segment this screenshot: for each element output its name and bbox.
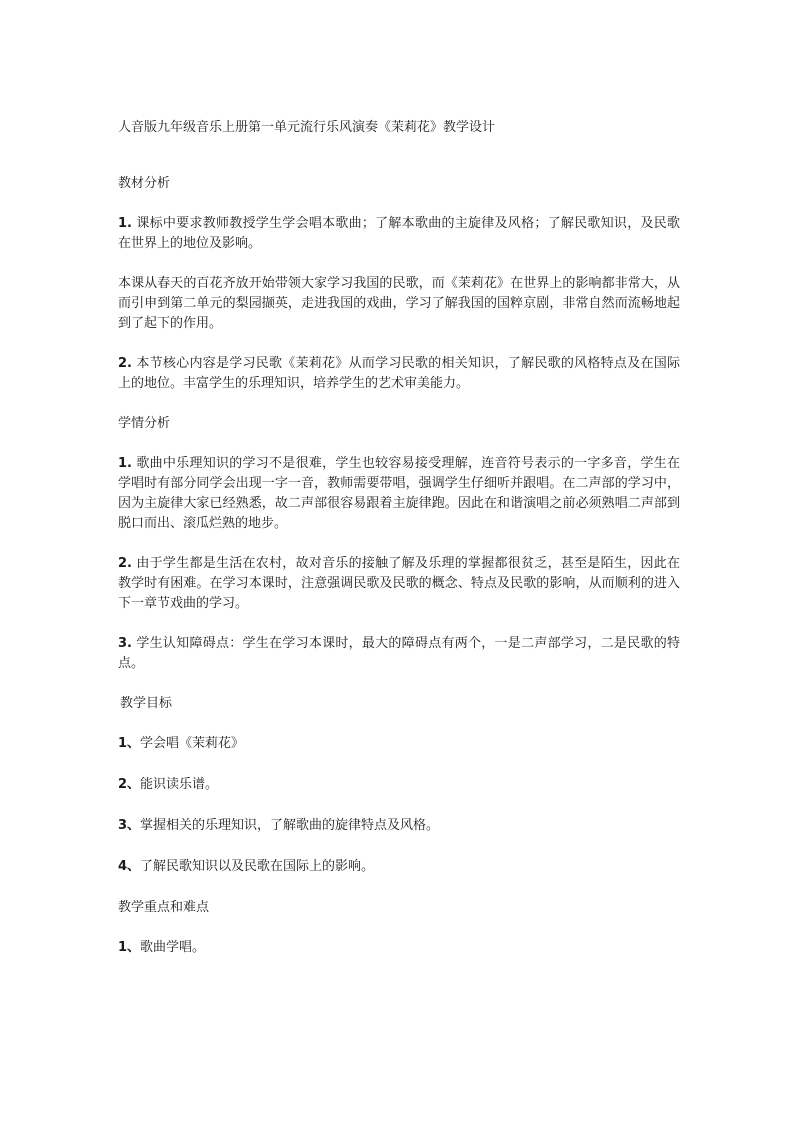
paragraph-number: 2. [118,556,132,571]
paragraph-text: 歌曲中乐理知识的学习不是很难，学生也较容易接受理解，连音符号表示的一字多音，学生在学唱时有部分同学会出现一字一音，教师需要带唱，强调学生仔细听并跟唱。在二声部的学习中，因为主旋律大家已经熟悉，故二声部很容易跟着主旋律跑。因此在和谐演唱之前必须熟唱二声部到脱口而出、滚瓜烂熟的地步。 [118,456,680,531]
key-point-item-1 [118,938,680,958]
paragraph-text: 由于学生都是生活在农村，故对音乐的接触了解及乐理的掌握都很贫乏，甚至是陌生，因此在教学时有困难。在学习本课时，注意强调民歌及民歌的概念、特点及民歌的影响，从而顺利的进入下一章节戏曲的学习。 [118,556,680,611]
goal-item-1 [118,734,680,754]
section-heading-students: 学情分析 [118,416,171,431]
paragraph-text: 课标中要求教师教授学生学会唱本歌曲；了解本歌曲的主旋律及风格；了解民歌知识，及民歌在世界上的地位及影响。 [118,216,680,251]
section-heading-key-points: 教学重点和难点 [118,900,210,915]
item-number: 1、 [118,736,141,751]
paragraph-text: 本节核心内容是学习民歌《茉莉花》从而学习民歌的相关知识，了解民歌的风格特点及在国际上的地位。丰富学生的乐理知识，培养学生的艺术审美能力。 [118,356,680,391]
document-page [118,118,680,979]
item-text: 了解民歌知识以及民歌在国际上的影响。 [140,859,375,874]
item-text: 歌曲学唱。 [140,940,206,955]
item-text: 掌握相关的乐理知识，了解歌曲的旋律特点及风格。 [140,818,440,833]
paragraph-text: 学生认知障碍点：学生在学习本课时，最大的障碍点有两个，一是二声部学习，二是民歌的特点。 [118,636,680,671]
item-text: 学会唱《茉莉花》 [140,736,245,751]
material-paragraph-1 [118,214,680,254]
material-paragraph-2 [118,274,680,334]
goal-item-3 [118,816,680,836]
paragraph-number: 1. [118,216,132,231]
paragraph-number: 3. [118,636,132,651]
item-number: 3、 [118,818,141,833]
paragraph-number: 1. [118,456,132,471]
item-number: 1、 [118,940,141,955]
document-title: 人音版九年级音乐上册第一单元流行乐风演奏《茉莉花》教学设计 [118,120,496,135]
paragraph-number: 2. [118,356,132,371]
students-paragraph-3 [118,634,680,674]
item-number: 2、 [118,777,141,792]
item-number: 4、 [118,859,141,874]
material-paragraph-3 [118,354,680,394]
section-heading-goals: 教学目标 [120,696,173,711]
paragraph-text: 本课从春天的百花齐放开始带领大家学习我国的民歌，而《茉莉花》在世界上的影响都非常大，从而引申到第二单元的梨园撷英，走进我国的戏曲，学习了解我国的国粹京剧，非常自然而流畅地起到了起下的作用。 [118,276,680,331]
students-paragraph-2 [118,554,680,614]
students-paragraph-1 [118,454,680,534]
section-heading-material: 教材分析 [118,176,171,191]
goal-item-4 [118,857,680,877]
goal-item-2 [118,775,680,795]
item-text: 能识读乐谱。 [140,777,219,792]
